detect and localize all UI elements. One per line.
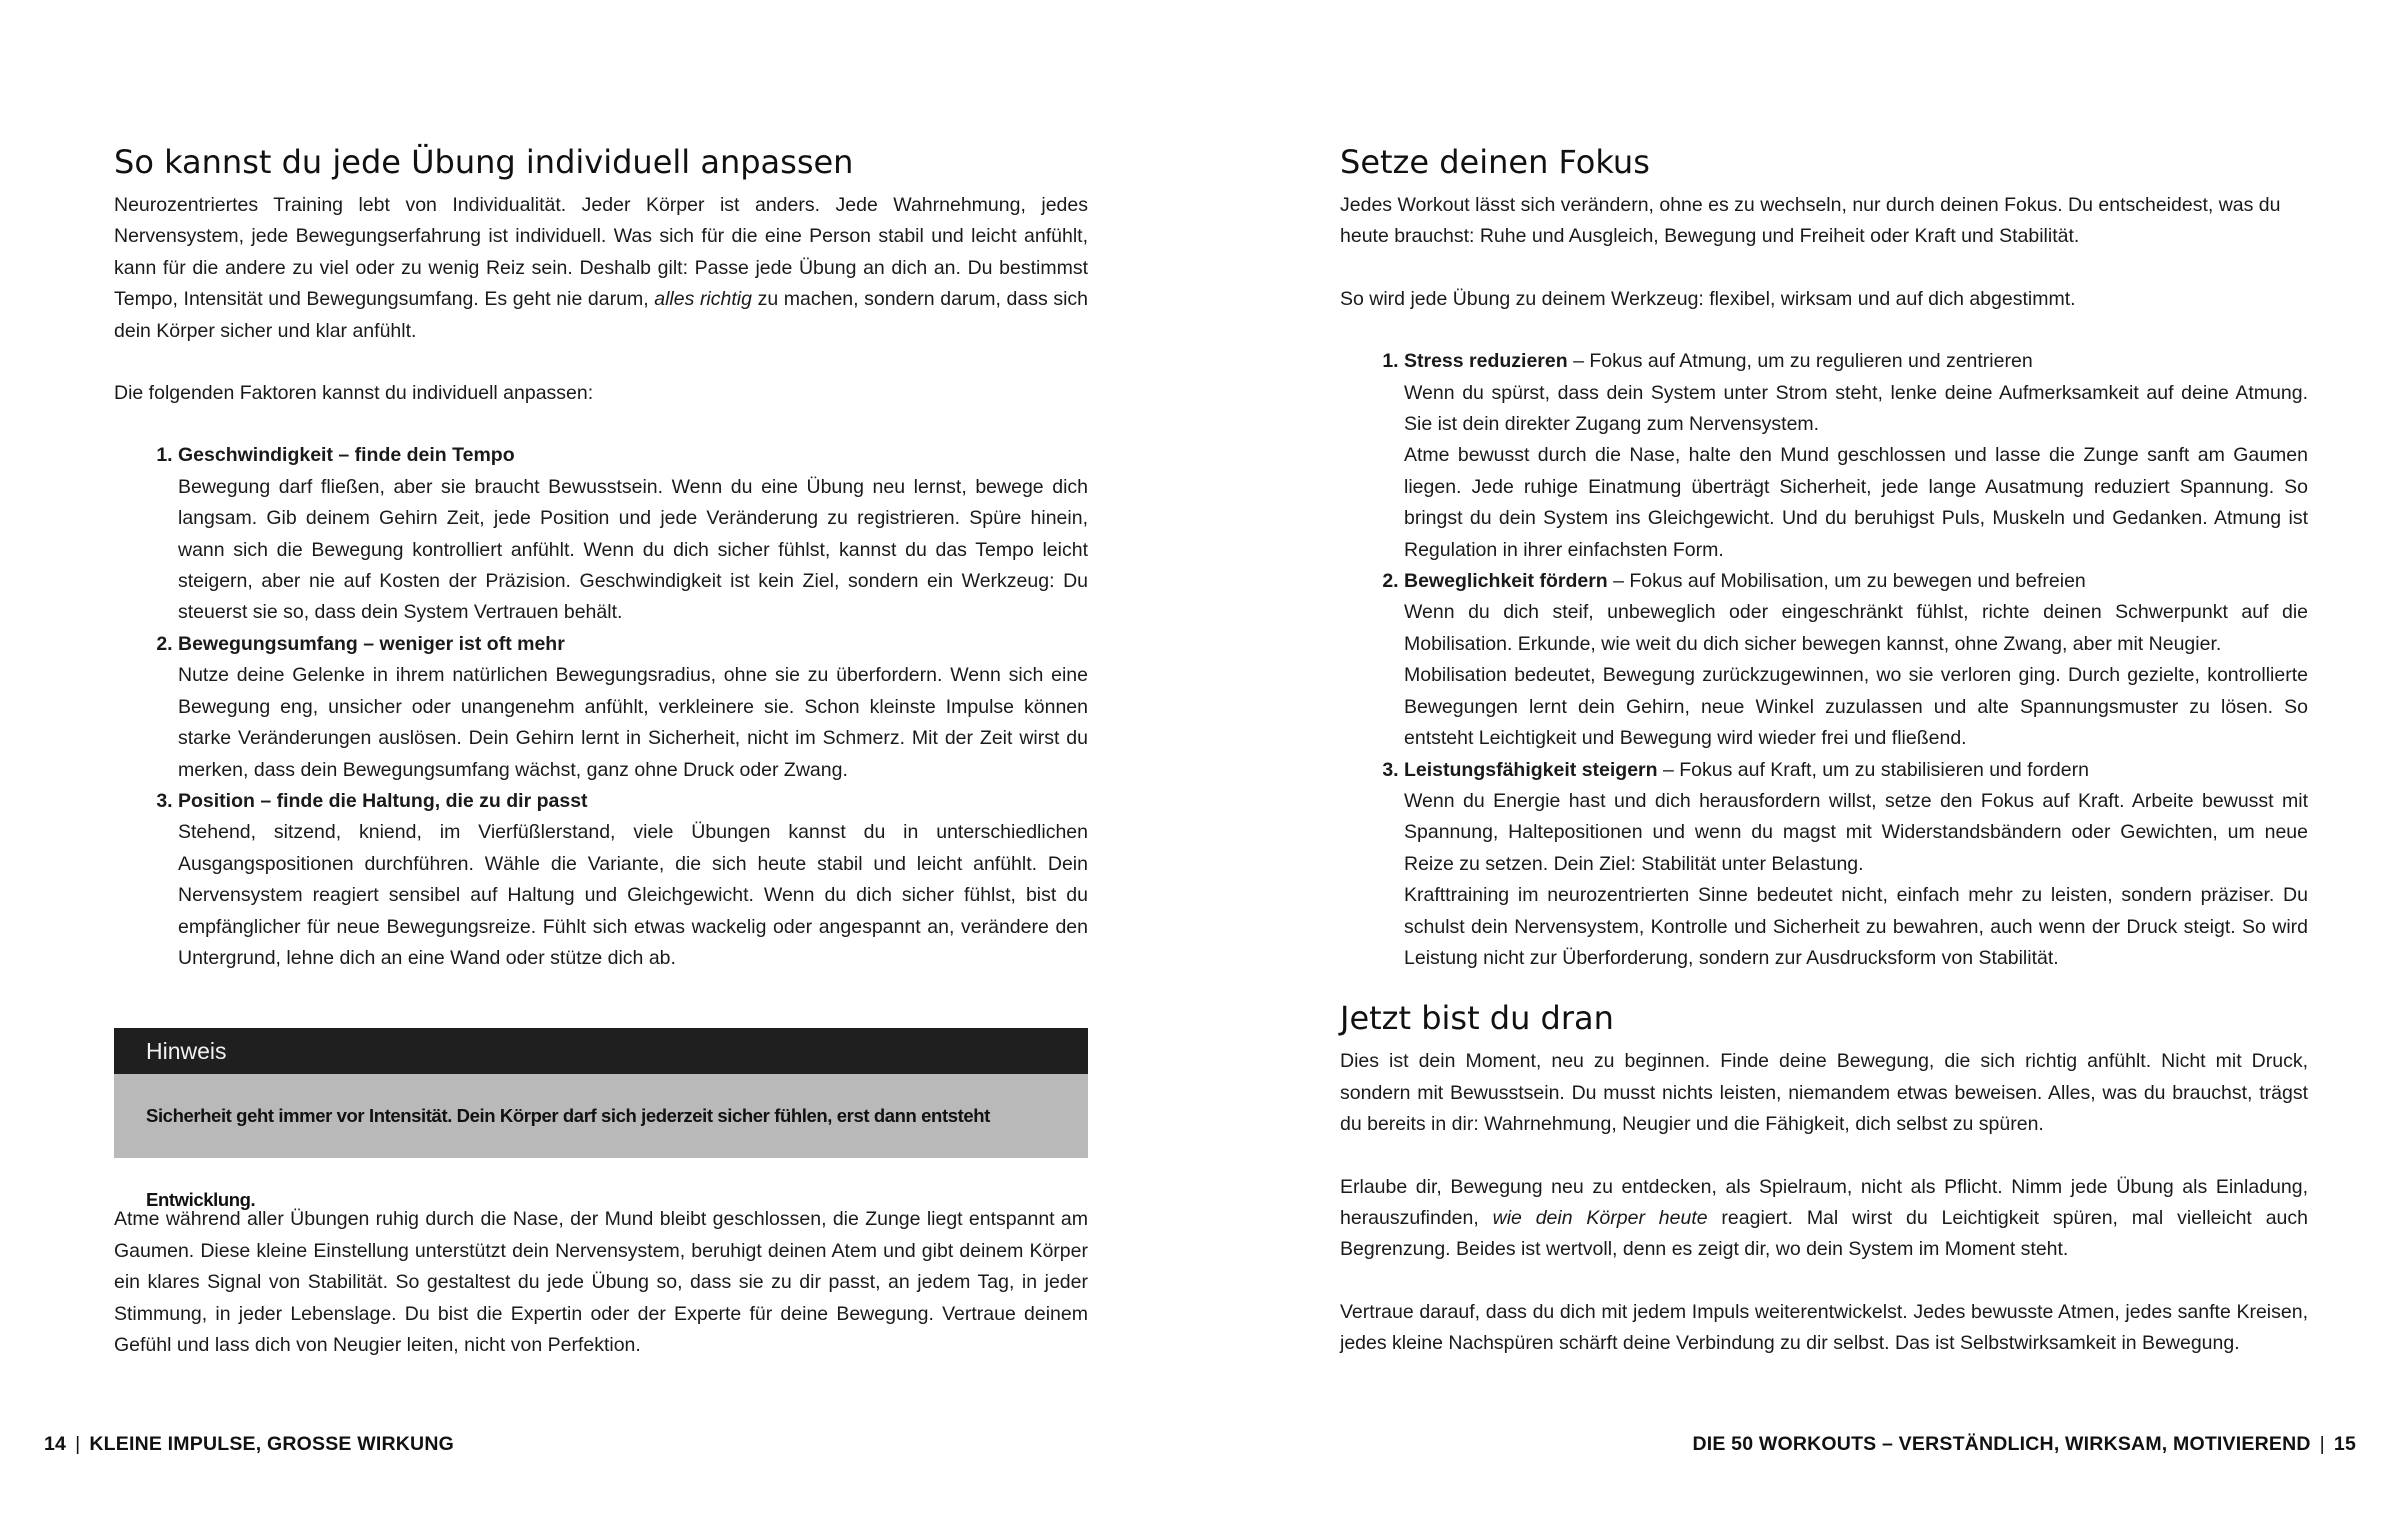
list-item-title: Beweglichkeit fördern (1404, 570, 1608, 593)
intro-text-a: Neurozentriertes Training lebt von Individualität. Jeder Körper ist anders. Jede Wahrnehmung, jedes Nervensystem, jede Bewegungserfahrung ist individuell. Was sich für die eine Person stabil und leicht anfühlt, kann für die andere zu viel oder zu wenig Reiz sein. Deshalb gilt: Passe jede Übung an dich an. Du bestimmst Tempo, Intensität und Bewegungsumfang. Es geht nie darum, (114, 194, 1088, 311)
list-item (1404, 755, 2308, 975)
list-item-text: Krafttraining im neurozentrierten Sinne bedeutet nicht, einfach mehr zu leisten, sondern präziser. Du schulst dein Nervensystem, Kontrolle und Sicherheit zu bewahren, auch wenn der Druck steigt. So wird Leistung nicht zur Überforderung, sondern zur Ausdrucksform von Stabilität. (1404, 884, 2308, 969)
right-page (1200, 0, 2400, 1515)
right-column (1340, 140, 2308, 1360)
list-item-title: Stress reduzieren (1404, 350, 1568, 373)
section-heading-individual: So kannst du jede Übung individuell anpassen (114, 143, 854, 181)
intro-emphasis: alles richtig (654, 288, 752, 311)
list-item (178, 786, 1088, 974)
para2-text-a: Erlaube dir, Bewegung neu zu entdecken, als Spielraum, nicht als Pflicht. Nimm jede Übung als Einladung, herauszufinden, (1340, 1175, 2308, 1229)
footer-left (44, 1429, 454, 1459)
para2-text-b: reagiert. Mal wirst du Leichtigkeit spüren, mal vielleicht auch Begrenzung. Beides ist wertvoll, denn es zeigt dir, wo dein System im Moment steht. (1340, 1206, 2308, 1261)
page-number: 14 (44, 1433, 67, 1455)
list-item-text: Wenn du dich steif, unbeweglich oder eingeschränkt fühlst, richte deinen Schwerpunkt auf die Mobilisation. Erkunde, wie weit du dich sicher bewegen kannst, ohne Zwang, aber mit Neugier. (1404, 601, 2308, 655)
list-item-title: 2. Bewegungsumfang – weniger ist oft mehr (178, 632, 565, 655)
focus-list (1340, 346, 2308, 974)
factors-list (114, 440, 1088, 974)
list-item-text: Mobilisation bedeutet, Bewegung zurückzugewinnen, wo sie verloren ging. Durch gezielte, kontrollierte Bewegungen lernt dein Gehirn, neue Winkel zuzulassen und alte Spannungsmuster zu lösen. So entsteht Leichtigkeit und Bewegung wird wieder frei und fließend. (1404, 664, 2308, 750)
list-item-text: Atme bewusst durch die Nase, halte den Mund geschlossen und lasse die Zunge sanft am Gaumen liegen. Jede ruhige Einatmung überträgt Sicherheit, jede lange Ausatmung reduziert Spannung. So bringst du dein System ins Gleichgewicht. Und du beruhigst Puls, Muskeln und Gedanken. Atmung ist Regulation in ihrer einfachsten Form. (1404, 444, 2308, 561)
list-item-head (1404, 566, 2308, 597)
list-item-subtitle: – Fokus auf Kraft, um zu stabilisieren und fordern (1657, 758, 2089, 781)
footer-right (1692, 1429, 2356, 1459)
hint-box (114, 1028, 1088, 1211)
list-item (178, 629, 1088, 786)
list-item-text: Wenn du spürst, dass dein System unter Strom steht, lenke deine Aufmerksamkeit auf deine Atmung. Sie ist dein direkter Zugang zum Nervensystem. (1404, 381, 2308, 436)
section-heading-your-turn: Jetzt bist du dran (1340, 999, 1614, 1038)
list-item-subtitle: – Fokus auf Mobilisation, um zu bewegen und befreien (1607, 570, 2086, 593)
your-turn-paragraph-1: Dies ist dein Moment, neu zu beginnen. Finde deine Bewegung, die sich richtig anfühlt. Nicht mit Druck, sondern mit Bewusstsein. Du musst nichts leisten, niemandem etwas beweisen. Alles, was du brauchst, trägst du bereits in dir: Wahrnehmung, Neugier und die Fähigkeit, dich selbst zu spüren. (1340, 1050, 2308, 1136)
tool-line: So wird jede Übung zu deinem Werkzeug: flexibel, wirksam und auf dich abgestimmt. (1340, 287, 2076, 310)
hint-text: Sicherheit geht immer vor Intensität. Dein Körper darf sich jederzeit sicher fühlen, erst dann entsteht Entwicklung. (114, 1074, 1088, 1158)
list-item (1404, 566, 2308, 754)
list-item-title: 1. Geschwindigkeit – finde dein Tempo (178, 444, 515, 467)
list-item-text: Wenn du Energie hast und dich herausfordern willst, setze den Fokus auf Kraft. Arbeite bewusst mit Spannung, Haltepositionen und wenn du magst mit Widerstandsbändern oder Gewichten, um neue Reize zu setzen. Dein Ziel: Stabilität unter Belastung. (1404, 789, 2308, 875)
footer-separator: | (2319, 1433, 2325, 1455)
running-title: DIE 50 WORKOUTS – VERSTÄNDLICH, WIRKSAM, MOTIVIEREND (1692, 1433, 2311, 1455)
factors-intro: Die folgenden Faktoren kannst du individuell anpassen: (114, 382, 594, 405)
list-item-head (1404, 755, 2308, 786)
closing-paragraph: Atme während aller Übungen ruhig durch die Nase, der Mund bleibt geschlossen, die Zunge liegt entspannt am Gaumen. Diese kleine Einstellung unterstützt dein Nervensystem, beruhigt deinen Atem und gibt deinem Körper ein klares Signal von Stabilität. So gestaltest du jede Übung so, dass sie zu dir passt, an jedem Tag, in jeder Stimmung, in jeder Lebenslage. Du bist die Expertin oder der Experte für deine Bewegung. Vertraue deinem Gefühl und lass dich von Neugier leiten, nicht von Perfektion. (114, 1208, 1088, 1356)
your-turn-paragraph-3: Vertraue darauf, dass du dich mit jedem Impuls weiterentwickelst. Jedes bewusste Atmen, jedes sanfte Kreisen, jedes kleine Nachspüren schärft deine Verbindung zu dir selbst. Das ist Selbstwirksamkeit in Bewegung. (1340, 1300, 2308, 1355)
list-item-text: Nutze deine Gelenke in ihrem natürlichen Bewegungsradius, ohne sie zu überfordern. Wenn sich eine Bewegung eng, unsicher oder unangenehm anfühlt, verkleinere sie. Schon kleinste Impulse können starke Veränderungen auslösen. Dein Gehirn lernt in Sicherheit, nicht im Schmerz. Mit der Zeit wirst du merken, dass dein Bewegungsumfang wächst, ganz ohne Druck oder Zwang. (178, 664, 1088, 781)
list-item (1404, 346, 2308, 566)
list-item-text: Bewegung darf fließen, aber sie braucht Bewusstsein. Wenn du eine Übung neu lernst, bewege dich langsam. Gib deinem Gehirn Zeit, jede Position und jede Veränderung zu registrieren. Spüre hinein, wann sich die Bewegung kontrolliert anfühlt. Wenn du dich sicher fühlst, kannst du das Tempo leicht steigern, aber nie auf Kosten der Präzision. Geschwindigkeit ist kein Ziel, sondern ein Werkzeug: Du steuerst sie so, dass dein System Vertrauen behält. (178, 475, 1088, 624)
list-item (178, 440, 1088, 628)
page-number: 15 (2333, 1433, 2356, 1455)
footer-separator: | (75, 1433, 81, 1455)
hint-label: Hinweis (114, 1028, 1088, 1074)
your-turn-paragraph-2 (1340, 1172, 2308, 1266)
list-item-head (1404, 346, 2308, 377)
list-item-title: Leistungsfähigkeit steigern (1404, 758, 1658, 781)
intro-paragraph (114, 190, 1088, 347)
running-title: KLEINE IMPULSE, GROSSE WIRKUNG (89, 1433, 454, 1455)
list-item-subtitle: – Fokus auf Atmung, um zu regulieren und zentrieren (1567, 350, 2033, 373)
list-item-title: 3. Position – finde die Haltung, die zu dir passt (178, 789, 588, 812)
para2-emphasis: wie dein Körper heute (1492, 1206, 1708, 1229)
left-column (114, 140, 1088, 1361)
list-item-text: Stehend, sitzend, kniend, im Vierfüßlerstand, viele Übungen kannst du in unterschiedlichen Ausgangspositionen durchführen. Wähle die Variante, die sich heute stabil und leicht anfühlt. Dein Nervensystem reagiert sensibel auf Haltung und Gleichgewicht. Wenn du dich sicher fühlst, bist du empfänglicher für neue Bewegungsreize. Fühlt sich etwas wackelig oder angespannt an, verändere den Untergrund, lehne dich an eine Wand oder stütze dich ab. (178, 821, 1088, 969)
intro-text-b: zu machen, sondern darum, dass sich dein Körper sicher und klar anfühlt. (114, 288, 1088, 342)
focus-intro: Jedes Workout lässt sich verändern, ohne es zu wechseln, nur durch deinen Fokus. Du entscheidest, was du heute brauchst: Ruhe und Ausgleich, Bewegung und Freiheit oder Kraft und Stabilität. (1340, 194, 2281, 248)
section-heading-focus: Setze deinen Fokus (1340, 143, 1650, 181)
